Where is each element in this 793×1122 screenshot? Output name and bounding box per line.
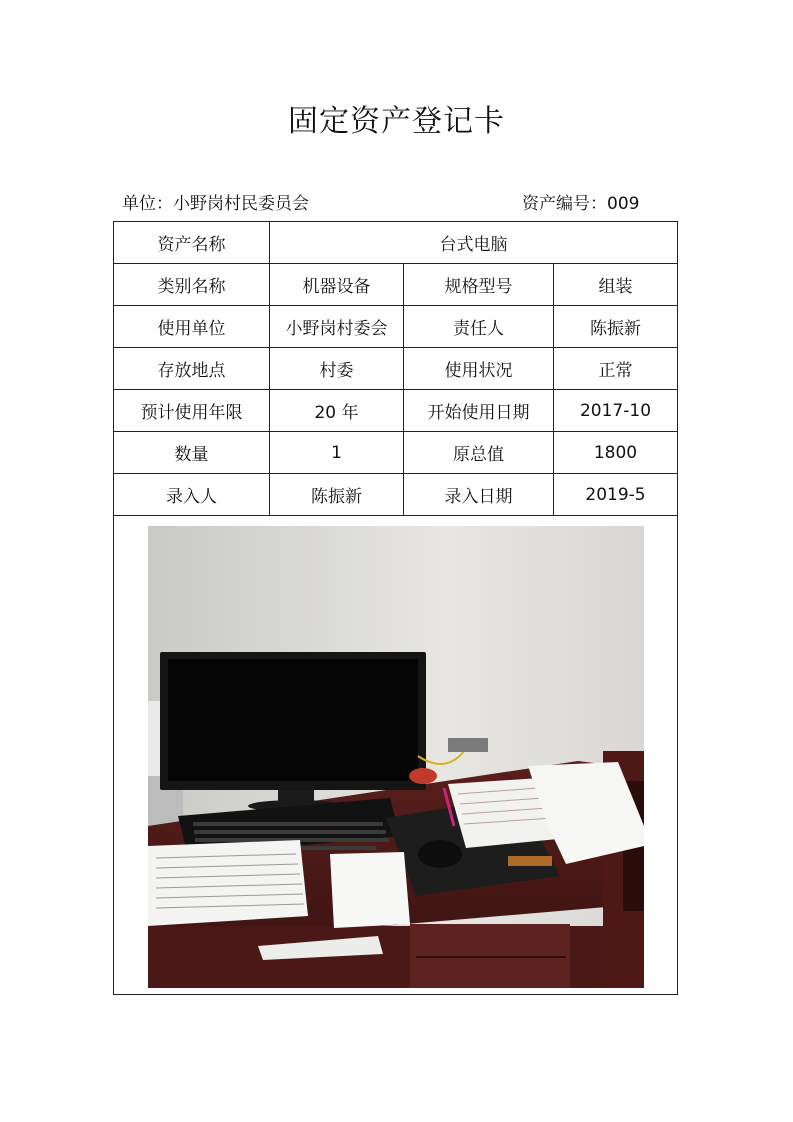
- category-label: 类别名称: [114, 264, 270, 306]
- table-row: [114, 264, 678, 306]
- original-value-label: 原总值: [404, 432, 554, 474]
- entry-date-label: 录入日期: [404, 474, 554, 516]
- spec-value: 组装: [554, 264, 678, 306]
- status-label: 使用状况: [404, 348, 554, 390]
- entered-by-label: 录入人: [114, 474, 270, 516]
- service-life-label: 预计使用年限: [114, 390, 270, 432]
- original-value-value: 1800: [554, 432, 678, 474]
- start-date-label: 开始使用日期: [404, 390, 554, 432]
- entry-date-value: 2019-5: [554, 474, 678, 516]
- table-row: [114, 306, 678, 348]
- table-row: [114, 348, 678, 390]
- category-value: 机器设备: [270, 264, 404, 306]
- responsible-label: 责任人: [404, 306, 554, 348]
- location-label: 存放地点: [114, 348, 270, 390]
- user-unit-label: 使用单位: [114, 306, 270, 348]
- responsible-value: 陈振新: [554, 306, 678, 348]
- location-value: 村委: [270, 348, 404, 390]
- spec-label: 规格型号: [404, 264, 554, 306]
- status-value: 正常: [554, 348, 678, 390]
- unit-line: [122, 189, 309, 214]
- desktop-computer-photo: [148, 526, 644, 988]
- table-row: [114, 222, 678, 264]
- quantity-label: 数量: [114, 432, 270, 474]
- quantity-value: 1: [270, 432, 404, 474]
- start-date-value: 2017-10: [554, 390, 678, 432]
- user-unit-value: 小野岗村委会: [270, 306, 404, 348]
- unit-label: 单位：: [122, 194, 173, 214]
- table-row: [114, 390, 678, 432]
- asset-register-table: [113, 221, 678, 995]
- table-row: [114, 516, 678, 995]
- page-title: 固定资产登记卡: [288, 104, 505, 139]
- asset-name-label: 资产名称: [114, 222, 270, 264]
- photo-cell: [114, 516, 678, 995]
- table-row: [114, 474, 678, 516]
- table-row: [114, 432, 678, 474]
- entered-by-value: 陈振新: [270, 474, 404, 516]
- unit-value: 小野岗村民委员会: [173, 194, 309, 214]
- service-life-value: 20 年: [270, 390, 404, 432]
- asset-name-value: 台式电脑: [270, 222, 678, 264]
- asset-number-line: [522, 189, 639, 214]
- asset-number-value: 009: [607, 194, 640, 214]
- asset-number-label: 资产编号：: [522, 194, 607, 214]
